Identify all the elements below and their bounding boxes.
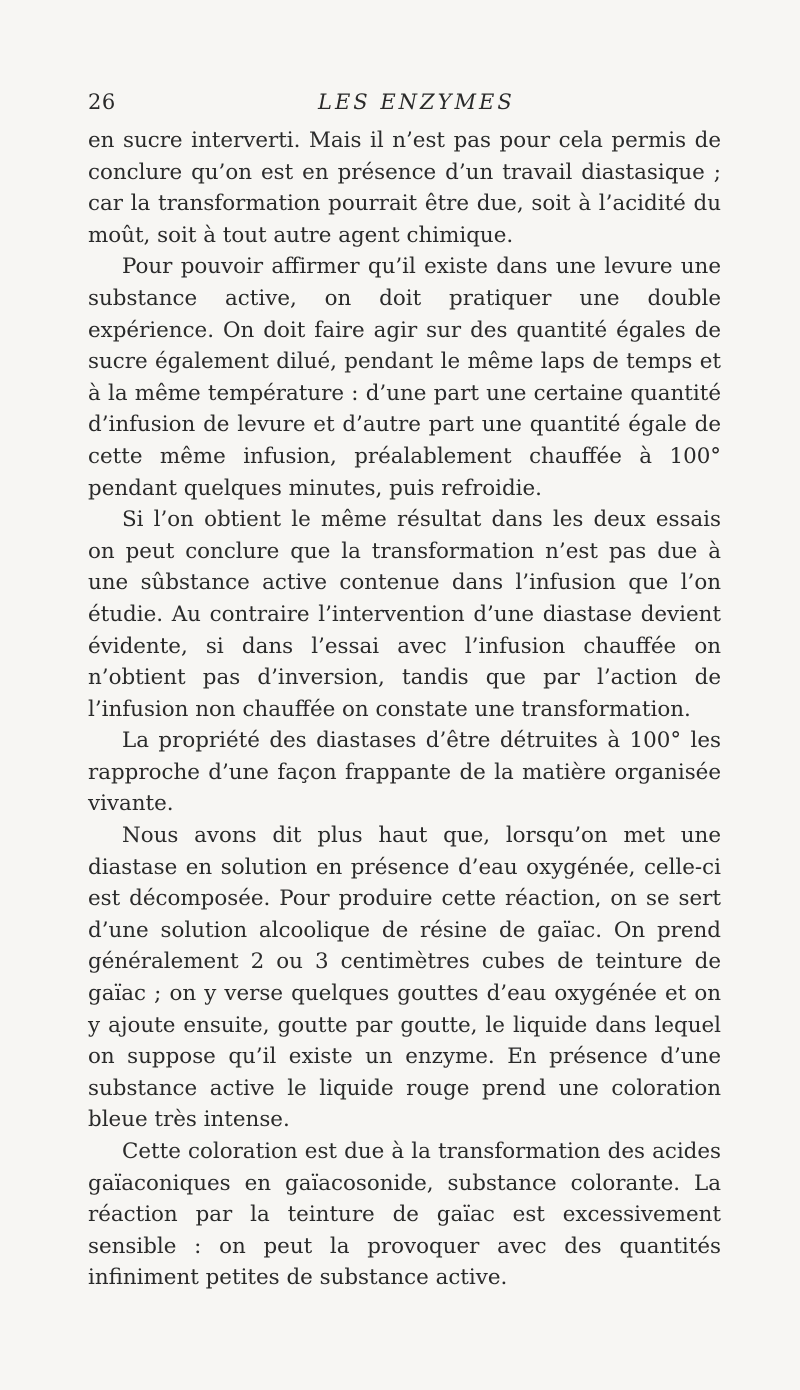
body-text bbox=[88, 125, 721, 1294]
paragraph: La propriété des diastases d’être détruites à 100° les rapproche d’une façon frappante de la matière organisée vivante. bbox=[88, 728, 721, 817]
paragraph: en sucre interverti. Mais il n’est pas pour cela permis de conclure qu’on est en présence d’un travail diastasique ; car la transformation pourrait être due, soit à l’acidité du moût, soit à tout autre agent chimique. bbox=[88, 128, 721, 248]
paragraph: Pour pouvoir affirmer qu’il existe dans une levure une substance active, on doit pratiquer une double expérience. On doit faire agir sur des quantité égales de sucre également dilué, pendant le même laps de temps et à la même température : d’une part une certaine quantité d’infusion de levure et d’autre part une quantité égale de cette même infusion, préalablement chauffée à 100° pendant quelques minutes, puis refroidie. bbox=[88, 254, 721, 501]
paragraph: Nous avons dit plus haut que, lorsqu’on met une diastase en solution en présence d’eau oxygénée, celle-ci est décomposée. Pour produire cette réaction, on se sert d’une solution alcoolique de résine de gaïac. On prend généralement 2 ou 3 centimètres cubes de teinture de gaïac ; on y verse quelques gouttes d’eau oxygénée et on y ajoute ensuite, goutte par goutte, le liquide dans lequel on suppose qu’il existe un enzyme. En présence d’une substance active le liquide rouge prend une coloration bleue très intense. bbox=[88, 823, 721, 1133]
page-number: 26 bbox=[88, 90, 116, 114]
paragraph: Si l’on obtient le même résultat dans les deux essais on peut conclure que la transformation n’est pas due à une sûbstance active contenue dans l’infusion que l’on étudie. Au contraire l’intervention d’une diastase devient évidente, si dans l’essai avec l’infusion chauffée on n’obtient pas d’inversion, tandis que par l’action de l’infusion non chauffée on constate une transformation. bbox=[88, 507, 721, 722]
page-header bbox=[88, 90, 688, 120]
running-title: LES ENZYMES bbox=[318, 90, 515, 114]
paragraph: Cette coloration est due à la transformation des acides gaïaconiques en gaïacosonide, substance colorante. La réaction par la teinture de gaïac est excessivement sensible : on peut la provoquer avec des quantités infiniment petites de substance active. bbox=[88, 1139, 721, 1291]
